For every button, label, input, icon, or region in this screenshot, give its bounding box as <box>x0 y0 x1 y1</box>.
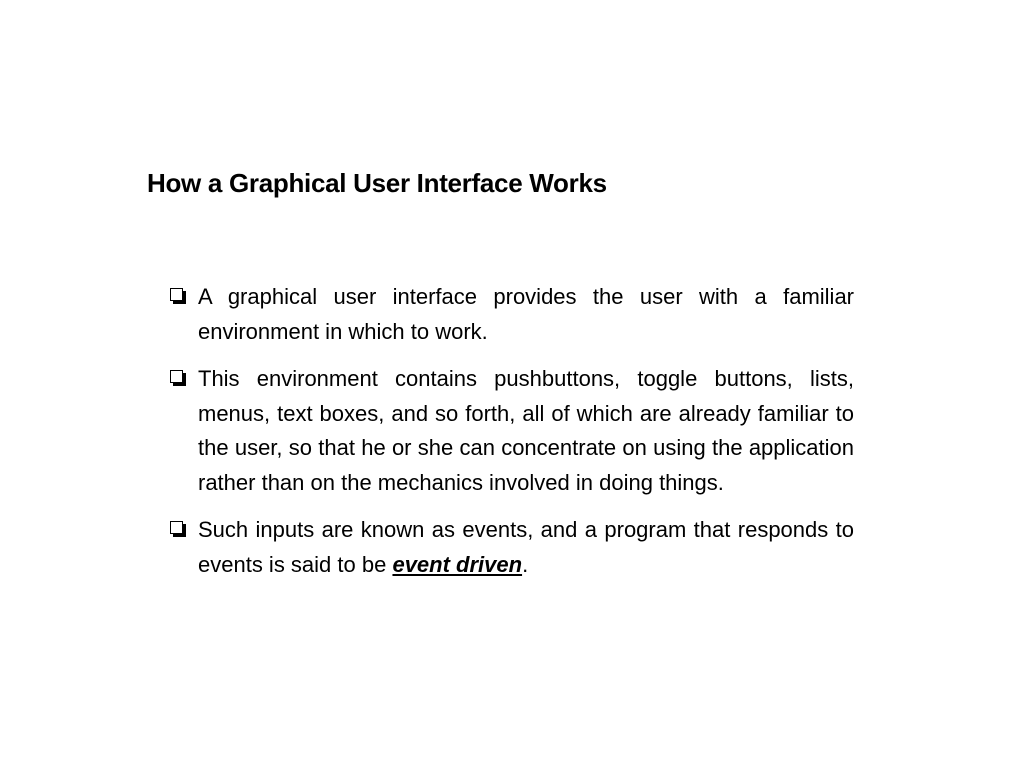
list-item <box>170 362 854 500</box>
checkbox-icon <box>170 370 184 384</box>
bullet-text: This environment contains pushbuttons, toggle buttons, lists, menus, text boxes, and so forth, all of which are already familiar to the user, so that he or she can concentrate on using the application rather than on the mechanics involved in doing things. <box>198 366 854 495</box>
emphasized-term: event driven <box>392 551 523 577</box>
bullet-text-after: . <box>522 551 529 577</box>
list-item <box>170 280 854 349</box>
list-item <box>170 513 854 582</box>
bullet-list <box>170 280 854 595</box>
checkbox-icon <box>170 521 184 535</box>
bullet-text <box>198 513 854 582</box>
checkbox-icon <box>170 288 184 302</box>
bullet-text: A graphical user interface provides the user with a familiar environment in which to work. <box>198 284 854 344</box>
bullet-text-before: Such inputs are known as events, and a program that responds to events is said to be <box>198 517 854 577</box>
slide-title: How a Graphical User Interface Works <box>147 168 607 198</box>
